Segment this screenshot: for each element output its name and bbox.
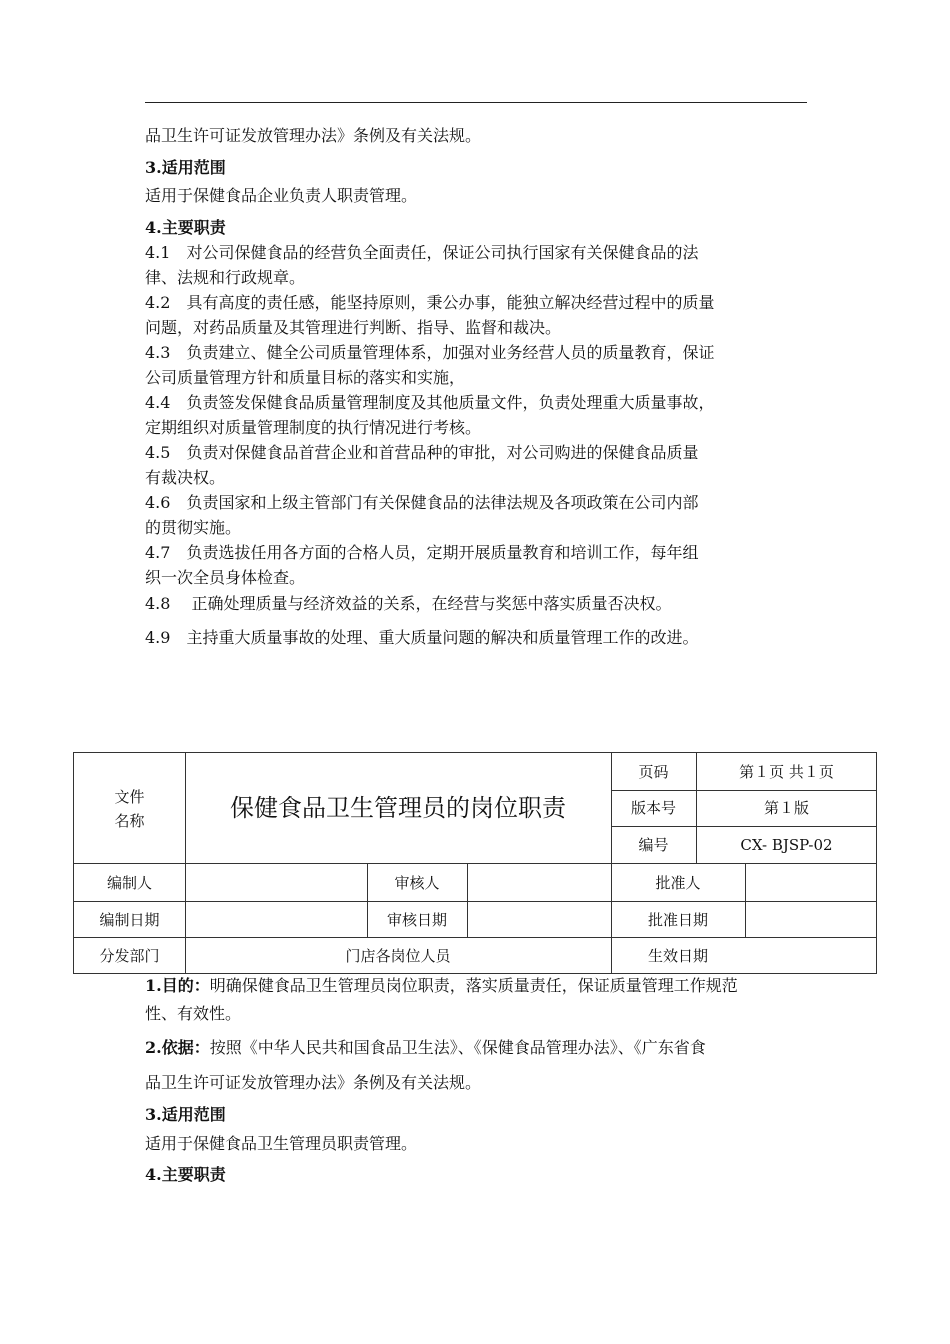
duty-line: 4.8 正确处理质量与经济效益的关系，在经营与奖惩中落实质量否决权。 — [145, 594, 672, 613]
section-heading-scope: 3.适用范围 — [145, 1105, 226, 1124]
basis-line — [145, 1038, 706, 1058]
duty-line: 4.6 负责国家和上级主管部门有关保健食品的法律法规及各项政策在公司内部 — [145, 493, 699, 512]
section-heading-duties: 4.主要职责 — [145, 1165, 226, 1184]
purpose-continuation: 性、有效性。 — [145, 1004, 242, 1023]
duty-line: 问题，对药品质量及其管理进行判断、指导、监督和裁决。 — [145, 318, 562, 337]
scope-text: 适用于保健食品卫生管理员职责管理。 — [145, 1134, 418, 1153]
duty-line: 4.3 负责建立、健全公司质量管理体系，加强对业务经营人员的质量教育，保证 — [145, 343, 715, 362]
duty-line: 4.2 具有高度的责任感，能坚持原则，秉公办事，能独立解决经营过程中的质量 — [145, 293, 715, 312]
code-label: 编号 — [638, 836, 669, 854]
duty-line: 4.1 对公司保健食品的经营负全面责任，保证公司执行国家有关保健食品的法 — [145, 243, 699, 262]
duty-line: 的贯彻实施。 — [145, 518, 242, 537]
duty-line: 织一次全员身体检查。 — [145, 568, 306, 587]
duty-line: 4.5 负责对保健食品首营企业和首营品种的审批，对公司购进的保健食品质量 — [145, 443, 699, 462]
page-label: 页码 — [638, 763, 669, 781]
purpose-label: 1.目的： — [145, 976, 210, 995]
duty-line: 4.4 负责签发保健食品质量管理制度及其他质量文件，负责处理重大质量事故， — [145, 393, 715, 412]
basis-continuation: 品卫生许可证发放管理办法》条例及有关法规。 — [145, 126, 482, 145]
duty-line: 公司质量管理方针和质量目标的落实和实施， — [145, 368, 466, 387]
version-label: 版本号 — [630, 799, 676, 817]
duty-line: 4.7 负责选拔任用各方面的合格人员，定期开展质量教育和培训工作，每年组 — [145, 543, 699, 562]
review-date-label: 审核日期 — [386, 911, 447, 929]
basis-text: 按照《中华人民共和国食品卫生法》、《保健食品管理办法》、《广东省食 — [209, 1038, 706, 1057]
purpose-line — [145, 976, 738, 996]
section-heading-duties: 4.主要职责 — [145, 218, 226, 237]
approver-label: 批准人 — [655, 874, 701, 892]
effective-date-label: 生效日期 — [647, 947, 708, 965]
basis-label: 2.依据： — [145, 1038, 210, 1057]
duty-line: 定期组织对质量管理制度的执行情况进行考核。 — [145, 418, 482, 437]
section-heading-scope: 3.适用范围 — [145, 158, 226, 177]
basis-continuation: 品卫生许可证发放管理办法》条例及有关法规。 — [145, 1073, 482, 1092]
duty-line: 律、法规和行政规章。 — [145, 268, 306, 287]
page-value: 第１页 共１页 — [739, 763, 834, 781]
code-value: CX- BJSP-02 — [740, 836, 833, 854]
header-rule — [145, 102, 807, 103]
scope-text: 适用于保健食品企业负责人职责管理。 — [145, 186, 418, 205]
compile-date-label: 编制日期 — [99, 911, 160, 929]
document-header-table — [73, 752, 877, 974]
purpose-text: 明确保健食品卫生管理员岗位职责，落实质量责任，保证质量管理工作规范 — [209, 976, 738, 995]
approve-date-label: 批准日期 — [647, 911, 708, 929]
duty-line: 有裁决权。 — [145, 468, 226, 487]
dept-label: 分发部门 — [99, 947, 160, 965]
compiler-label: 编制人 — [106, 874, 152, 892]
reviewer-label: 审核人 — [394, 874, 440, 892]
version-value: 第１版 — [763, 799, 809, 817]
doc-label: 文件 — [114, 788, 145, 806]
dept-value: 门店各岗位人员 — [345, 947, 451, 965]
doc-label: 名称 — [114, 812, 145, 830]
duty-line: 4.9 主持重大质量事故的处理、重大质量问题的解决和质量管理工作的改进。 — [145, 628, 699, 647]
document-title: 保健食品卫生管理员的岗位职责 — [230, 794, 566, 822]
